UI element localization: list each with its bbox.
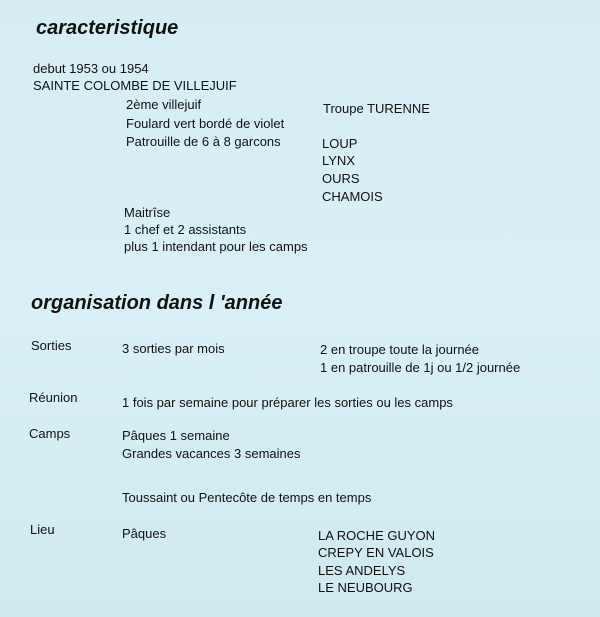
troop-text: Troupe TURENNE bbox=[323, 101, 430, 116]
patrol-name: OURS bbox=[322, 171, 360, 186]
lieu-label: Lieu bbox=[30, 522, 55, 537]
lieu-value: Pâques bbox=[122, 526, 167, 541]
place-name: CREPY EN VALOIS bbox=[318, 545, 434, 560]
section-title-caracteristique: caracteristique bbox=[36, 17, 179, 39]
patrol-size-text: Patrouille de 6 à 8 garcons bbox=[126, 134, 281, 149]
patrol-name: LYNX bbox=[322, 153, 355, 168]
maitrise-line: 1 chef et 2 assistants bbox=[124, 222, 247, 237]
sorties-detail: 2 en troupe toute la journée bbox=[320, 342, 480, 357]
camps-extra: Toussaint ou Pentecôte de temps en temps bbox=[122, 490, 372, 505]
camps-line: Pâques 1 semaine bbox=[122, 428, 230, 443]
camps-line: Grandes vacances 3 semaines bbox=[122, 446, 301, 461]
place-name: LES ANDELYS bbox=[318, 563, 406, 578]
patrol-name: LOUP bbox=[322, 136, 358, 151]
sorties-detail: 1 en patrouille de 1j ou 1/2 journée bbox=[320, 360, 521, 375]
reunion-value: 1 fois par semaine pour préparer les sorties ou les camps bbox=[122, 395, 453, 410]
maitrise-label: Maitrîse bbox=[124, 205, 171, 220]
maitrise-line: plus 1 intendant pour les camps bbox=[124, 239, 308, 254]
reunion-label: Réunion bbox=[29, 390, 78, 405]
parish-text: SAINTE COLOMBE DE VILLEJUIF bbox=[33, 78, 237, 93]
sorties-value: 3 sorties par mois bbox=[122, 341, 225, 356]
date-text: debut 1953 ou 1954 bbox=[33, 61, 149, 76]
camps-label: Camps bbox=[29, 426, 71, 441]
group-text: 2ème villejuif bbox=[126, 97, 202, 112]
place-name: LE NEUBOURG bbox=[318, 580, 413, 595]
place-name: LA ROCHE GUYON bbox=[318, 528, 436, 543]
scarf-text: Foulard vert bordé de violet bbox=[126, 116, 285, 131]
section-title-organisation: organisation dans l 'année bbox=[31, 292, 283, 314]
sorties-label: Sorties bbox=[31, 338, 72, 353]
patrol-name: CHAMOIS bbox=[322, 189, 383, 204]
